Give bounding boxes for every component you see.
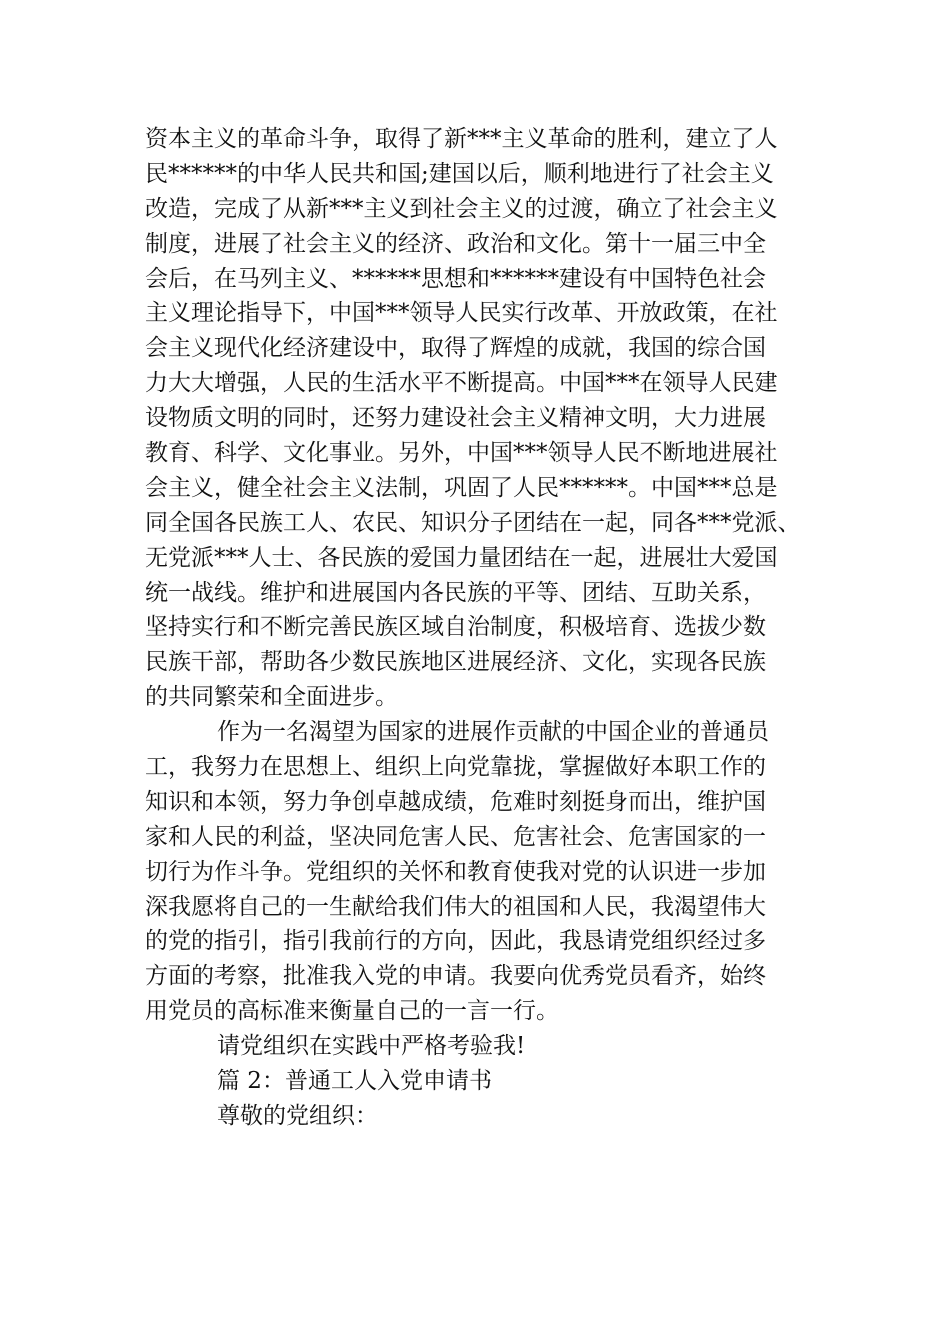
text-line: 教育、科学、文化事业。另外，中国***领导人民不断地进展社 [145,440,778,467]
text-line: 家和人民的利益，坚决同危害人民、危害社会、危害国家的一 [145,823,766,850]
text-line: 主义理论指导下，中国***领导人民实行改革、开放政策，在社 [145,300,778,327]
text-line: 无党派***人士、各民族的爱国力量团结在一起，进展壮大爱国 [145,544,778,571]
section-title: 篇 2：普通工人入党申请书 [217,1068,492,1095]
salutation: 尊敬的党组织： [217,1102,378,1129]
text-line: 深我愿将自己的一生献给我们伟大的祖国和人民，我渴望伟大 [145,893,766,920]
text-line: 坚持实行和不断完善民族区域自治制度，积极培育、选拔少数 [145,614,766,641]
closing-line: 请党组织在实践中严格考验我! [217,1033,526,1060]
text-line: 统一战线。维护和进展国内各民族的平等、团结、互助关系， [145,579,766,606]
text-line: 民******的中华人民共和国;建国以后，顺利地进行了社会主义 [145,160,774,187]
text-line: 制度，进展了社会主义的经济、政治和文化。第十一届三中全 [145,230,766,257]
text-line: 民族干部，帮助各少数民族地区进展经济、文化，实现各民族 [145,649,766,676]
text-line: 改造，完成了从新***主义到社会主义的过渡，确立了社会主义 [145,195,778,222]
text-line: 会主义现代化经济建设中，取得了辉煌的成就，我国的综合国 [145,335,766,362]
text-line: 作为一名渴望为国家的进展作贡献的中国企业的普通员 [217,719,769,746]
text-line: 会后，在马列主义、******思想和******建设有中国特色社会 [145,265,766,292]
text-line: 用党员的高标准来衡量自己的一言一行。 [145,998,559,1025]
text-line: 方面的考察，批准我入党的申请。我要向优秀党员看齐，始终 [145,963,766,990]
text-line: 设物质文明的同时，还努力建设社会主义精神文明，大力进展 [145,405,766,432]
text-line: 力大大增强，人民的生活水平不断提高。中国***在领导人民建 [145,370,778,397]
text-line: 同全国各民族工人、农民、知识分子团结在一起，同各***党派、 [145,509,801,536]
text-line: 知识和本领，努力争创卓越成绩，危难时刻挺身而出，维护国 [145,788,766,815]
text-line: 切行为作斗争。党组织的关怀和教育使我对党的认识进一步加 [145,858,766,885]
text-line: 资本主义的革命斗争，取得了新***主义革命的胜利，建立了人 [145,126,778,152]
text-line: 工，我努力在思想上、组织上向党靠拢，掌握做好本职工作的 [145,754,766,781]
text-line: 会主义，健全社会主义法制，巩固了人民******。中国***总是 [145,474,778,501]
text-line: 的党的指引，指引我前行的方向，因此，我恳请党组织经过多 [145,928,766,955]
text-line: 的共同繁荣和全面进步。 [145,684,398,711]
body-paragraph-1 [145,122,805,715]
document-page [145,122,805,1134]
body-paragraph-2 [145,715,805,1029]
